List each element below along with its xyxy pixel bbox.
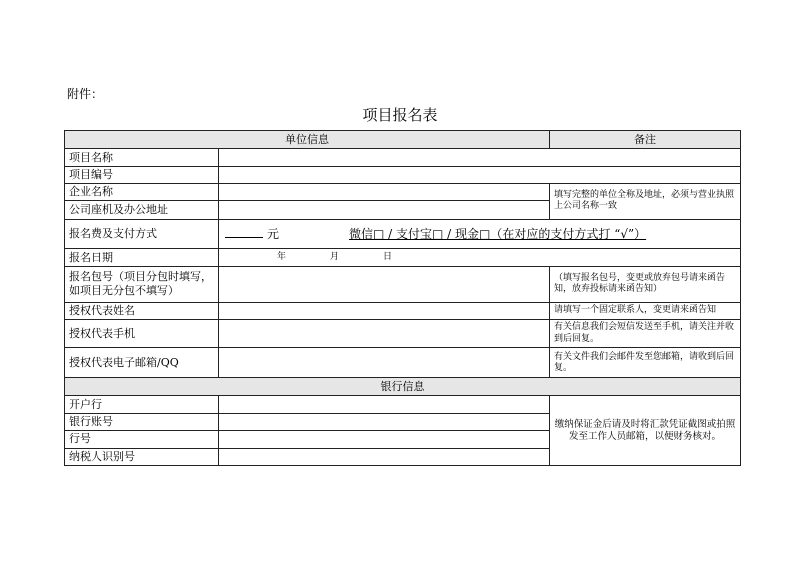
rep-email-label: 授权代表电子邮箱/QQ [65,348,219,378]
rep-email-remark: 有关文件我们会邮件发至您邮箱，请收到后回复。 [550,348,741,378]
table-row [65,249,741,266]
table-row [65,266,741,302]
project-name-field[interactable] [219,149,741,166]
project-no-label: 项目编号 [65,166,219,183]
account-field[interactable] [219,413,550,430]
rep-phone-label: 授权代表手机 [65,319,219,348]
date-day: 日 [383,251,393,262]
table-row [65,166,741,183]
table-row [65,396,741,413]
fee-amount-blank[interactable] [225,226,263,238]
table-row [65,348,741,378]
table-row [65,184,741,201]
package-field[interactable] [219,266,550,302]
signup-date-field[interactable] [219,249,741,266]
company-phone-field[interactable] [219,201,550,219]
bank-info-header-row [65,378,741,396]
rep-phone-field[interactable] [219,319,550,348]
rep-name-field[interactable] [219,302,550,319]
registration-form-table [64,130,741,466]
table-row [65,319,741,348]
bank-no-label: 行号 [65,431,219,448]
tax-id-field[interactable] [219,448,550,465]
unit-info-header-row [65,131,741,149]
bank-info-section-title: 银行信息 [65,378,741,396]
project-no-field[interactable] [219,166,741,183]
bank-field[interactable] [219,396,550,413]
account-label: 银行账号 [65,413,219,430]
signup-date-label: 报名日期 [65,249,219,266]
page-title: 项目报名表 [362,106,438,124]
package-remark: （填写报名包号，变更或放弃包号请来函告知，放弃投标请来函告知） [550,266,741,302]
table-row [65,302,741,319]
rep-name-remark: 请填写一个固定联系人，变更请来函告知 [550,302,741,319]
rep-phone-remark: 有关信息我们会短信发送至手机，请关注并收到后回复。 [550,319,741,348]
bank-no-field[interactable] [219,431,550,448]
date-month: 月 [330,251,340,262]
project-name-label: 项目名称 [65,149,219,166]
rep-name-label: 授权代表姓名 [65,302,219,319]
bank-remark: 缴纳保证金后请及时将汇款凭证截图或拍照发至工作人员邮箱，以便财务核对。 [550,396,741,466]
unit-info-section-title: 单位信息 [65,131,550,149]
date-year: 年 [277,251,287,262]
fee-payment-field[interactable] [219,219,741,249]
company-name-label: 企业名称 [65,184,219,201]
attachment-label: 附件： [67,87,104,101]
company-phone-label: 公司座机及办公地址 [65,201,219,219]
company-remark: 填写完整的单位全称及地址，必须与营业执照上公司名称一致 [550,184,741,220]
table-row [65,219,741,249]
fee-label: 报名费及支付方式 [65,219,219,249]
payment-options[interactable]: 微信□ / 支付宝□ / 现金□（在对应的支付方式打 “√”） [349,227,647,242]
remark-column-title: 备注 [550,131,741,149]
bank-label: 开户行 [65,396,219,413]
tax-id-label: 纳税人识别号 [65,448,219,465]
company-name-field[interactable] [219,184,550,201]
fee-unit: 元 [267,227,280,242]
rep-email-field[interactable] [219,348,550,378]
table-row [65,149,741,166]
package-label: 报名包号（项目分包时填写，如项目无分包不填写） [65,266,219,302]
